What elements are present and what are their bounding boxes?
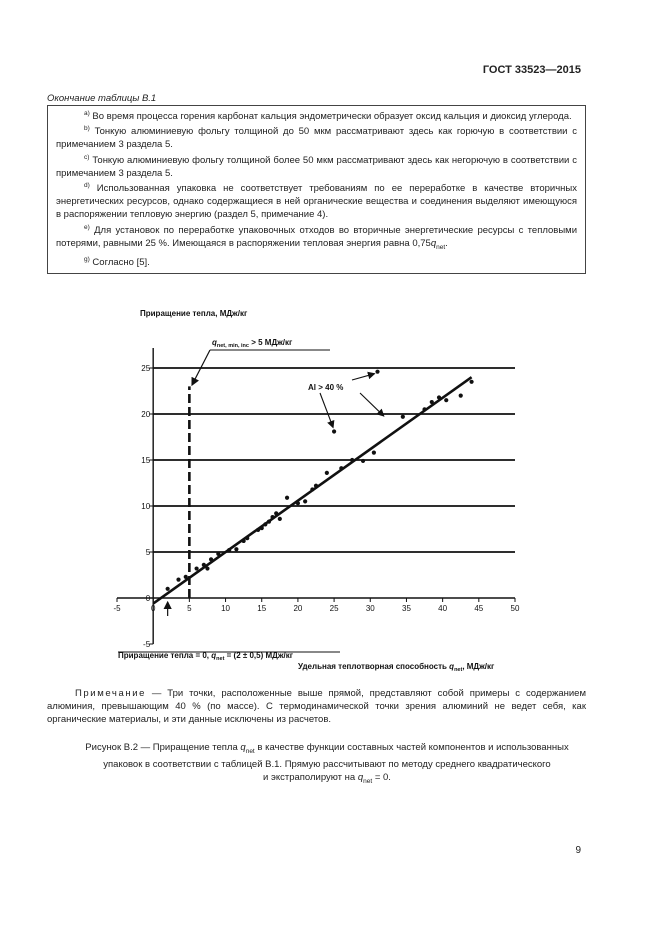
y-tick-label: 15 [141, 456, 151, 465]
data-point [339, 466, 343, 470]
y-tick-label: 0 [145, 594, 151, 603]
x-tick-label: 5 [187, 604, 192, 613]
data-point [332, 429, 336, 433]
data-point [166, 587, 170, 591]
x-tick-label: 45 [474, 604, 484, 613]
annotation-arrow [360, 393, 384, 416]
data-point [263, 522, 267, 526]
data-point [260, 526, 264, 530]
data-point [176, 578, 180, 582]
heat-gain-chart [0, 290, 661, 680]
x-tick-label: 25 [329, 604, 339, 613]
data-point [270, 515, 274, 519]
data-point [310, 487, 314, 491]
x-axis-title: Удельная теплотворная способность $q_{net}$, МДж/кг [298, 662, 495, 673]
data-point [459, 394, 463, 398]
data-point [325, 471, 329, 475]
x-tick-label: 30 [365, 604, 375, 613]
y-tick-label: 5 [145, 548, 151, 557]
figure-caption-line-1: Рисунок В.2 — Приращение тепла $q_{net}$ в качестве функции составных частей компонентов и использованных [85, 742, 569, 755]
data-point [245, 536, 249, 540]
data-point [267, 520, 271, 524]
x-tick-label: 20 [293, 604, 303, 613]
intercept-label: Приращение тепла = 0, $q_{net} = (2 \pm 0,5)$ МДж/кг [118, 651, 294, 662]
table-caption: Окончание таблицы В.1 [47, 93, 157, 104]
x-tick-label: 15 [257, 604, 267, 613]
data-point [202, 563, 206, 567]
data-point [234, 547, 238, 551]
x-tick-label: 0 [150, 604, 156, 613]
data-point [303, 499, 307, 503]
footnote-d: $^{d)}$ Использованная упаковка не соответствует требованиям по ее переработке в качестве вторичных энергетических ресурсов, однако содержащиеся в ней органические вещества и соединения выделяют имеющуюся в распоряжении тепловую энергию (раздел 5, примечание 4). [56, 181, 577, 221]
data-point [195, 566, 199, 570]
data-point [285, 496, 289, 500]
data-point [278, 517, 282, 521]
footnote-e: $^{e)}$ Для установок по переработке упаковочных отходов во вторичные энергетические ресурсы с тепловыми потерями, равными 25 %. Имеющаяся в распоряжении тепловая энергия равна $0,75q_{net}$. [56, 223, 577, 251]
data-point [256, 528, 260, 532]
y-tick-label: 25 [141, 364, 151, 373]
figure-caption-line-2: упаковок в соответствии с таблицей В.1. Прямую рассчитывают по методу среднего квадратического [103, 759, 551, 771]
annotation-arrow [320, 393, 333, 427]
data-point [372, 451, 376, 455]
threshold-label: $q_{net, min, inc} > 5$ МДж/кг [212, 338, 293, 349]
page-number: 9 [575, 845, 581, 856]
standard-number: ГОСТ 33523—2015 [482, 64, 581, 76]
y-tick-label: -5 [143, 640, 151, 649]
footnote-c: $^{c)}$ Тонкую алюминиевую фольгу толщиной более 50 мкм рассматривают здесь как негорючую в соответствии с примечанием 3 раздела 5. [56, 153, 578, 179]
figure-caption [47, 741, 607, 788]
data-point [209, 557, 213, 561]
footnote-a: $^{a)}$ Во время процесса горения карбонат кальция эндометрически образует оксид кальция и диоксид углерода. [84, 109, 572, 122]
figure-remark: Примечание — Три точки, расположенные выше прямой, представляют собой примеры с содержанием алюминия, превышающим 40 % (по массе). С термодинамической точки зрения алюминий не ведет себя, как органические материалы, и эти данные исключены из расчетов. [47, 688, 586, 726]
data-point [296, 501, 300, 505]
footnote-b: $^{b)}$ Тонкую алюминиевую фольгу толщиной до 50 мкм рассматривают здесь как горючую в соответствии с примечанием 3 раздела 5. [56, 125, 578, 151]
data-point [375, 370, 379, 374]
y-tick-label: 20 [141, 410, 151, 419]
x-tick-label: 40 [438, 604, 448, 613]
data-point [314, 484, 318, 488]
data-point [216, 552, 220, 556]
x-tick-label: 50 [510, 604, 520, 613]
data-point [205, 566, 209, 570]
data-point [437, 395, 441, 399]
x-tick-label: 35 [402, 604, 411, 613]
data-point [274, 511, 278, 515]
data-point [184, 575, 188, 579]
x-tick-label: -5 [113, 604, 121, 613]
data-point [361, 459, 365, 463]
footnote-g: $^{g)}$ Согласно [5]. [84, 255, 150, 268]
data-point [350, 458, 354, 462]
data-point [227, 548, 231, 552]
figure-caption-line-3: и экстраполируют на $q_{net} = 0$. [263, 772, 391, 786]
data-point [242, 539, 246, 543]
data-point [444, 398, 448, 402]
x-tick-label: 10 [221, 604, 230, 613]
data-point [401, 415, 405, 419]
y-axis-title: Приращение тепла, МДж/кг [140, 309, 248, 318]
data-point [422, 407, 426, 411]
data-point [469, 380, 473, 384]
aluminium-annotation: Al > 40 % [308, 383, 344, 392]
footnotes-box [47, 105, 586, 274]
annotation-arrow [352, 374, 375, 380]
data-point [430, 400, 434, 404]
y-tick-label: 10 [141, 502, 151, 511]
